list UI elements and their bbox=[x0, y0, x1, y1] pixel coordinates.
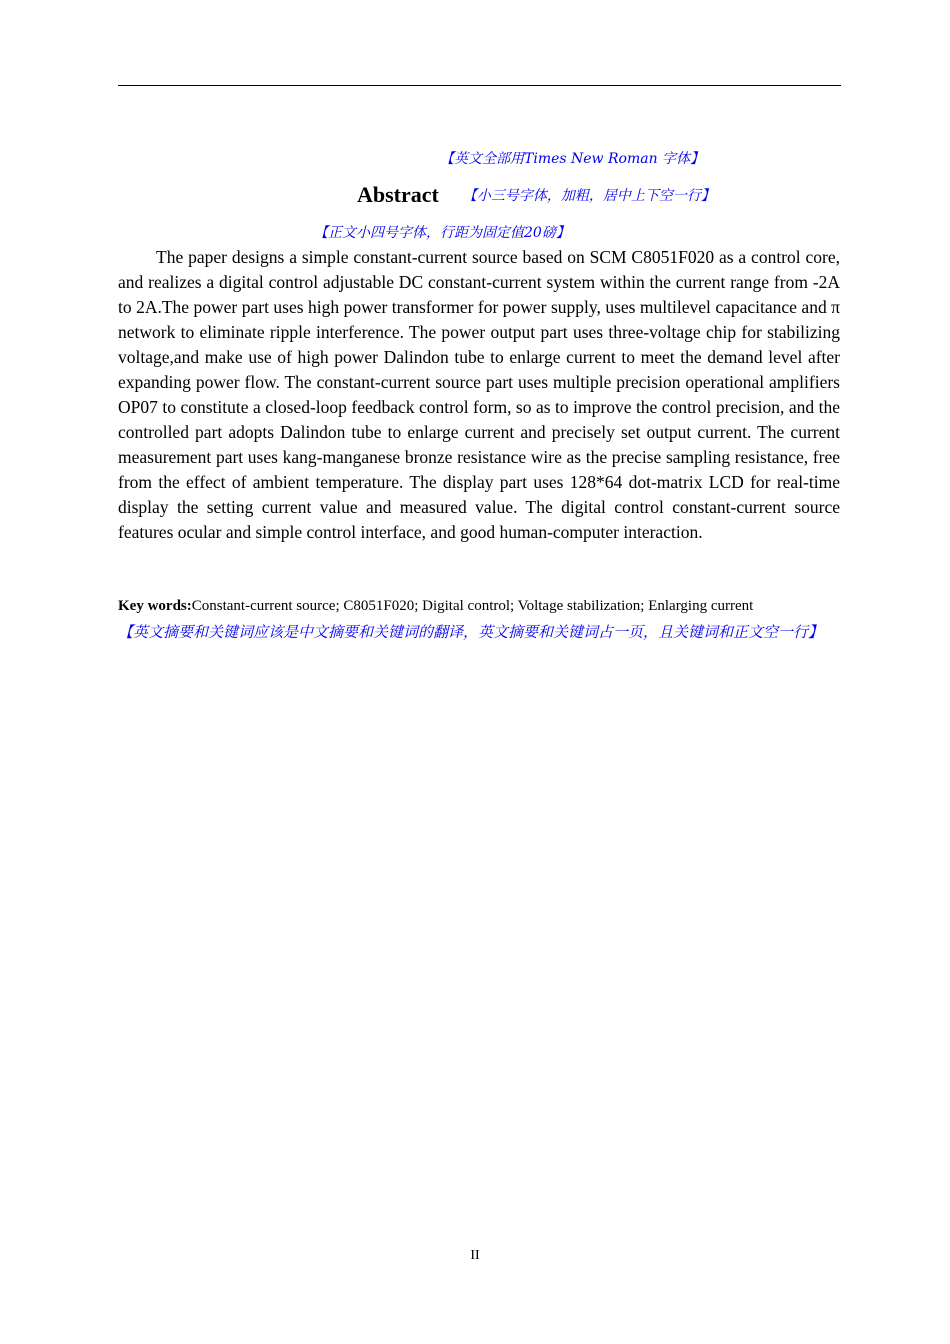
title-row bbox=[357, 182, 715, 208]
abstract-title: Abstract bbox=[357, 182, 439, 207]
page-number: II bbox=[470, 1248, 480, 1263]
title-format-note: 【小三号字体，加粗，居中上下空一行】 bbox=[462, 188, 715, 204]
font-instruction-note: 【英文全部用Times New Roman 字体】 bbox=[440, 151, 705, 167]
keywords-row bbox=[118, 596, 840, 616]
keywords-text: Constant-current source; C8051F020; Digital control; Voltage stabilization; Enlarging current bbox=[191, 598, 754, 614]
body-format-note: 【正文小四号字体，行距为固定值20磅】 bbox=[314, 225, 570, 241]
keywords-note: 【英文摘要和关键词应该是中文摘要和关键词的翻译，英文摘要和关键词占一页，且关键词和正文空一行】 bbox=[118, 623, 824, 641]
keywords-label: Key words: bbox=[118, 598, 192, 614]
header-rule bbox=[118, 85, 841, 86]
abstract-body: The paper designs a simple constant-current source based on SCM C8051F020 as a control core, and realizes a digital control adjustable DC constant-current system within the current range from -2A to 2A.The power part uses high power transformer for power supply, uses multilevel capacitance and π network to eliminate ripple interference. The power output part uses three-voltage chip for stabilizing voltage,and make use of high power Dalindon tube to enlarge current to meet the demand level after expanding power flow. The constant-current source part uses multiple precision operational amplifiers OP07 to constitute a closed-loop feedback control form, so as to improve the control precision, and the controlled part adopts Dalindon tube to enlarge current and precisely set output current. The current measurement part uses kang-manganese bronze resistance wire as the precise sampling resistance, free from the effect of ambient temperature. The display part uses 128*64 dot-matrix LCD for real-time display the setting current value and measured value. The digital control constant-current source features ocular and simple control interface, and good human-computer interaction. bbox=[118, 247, 840, 542]
